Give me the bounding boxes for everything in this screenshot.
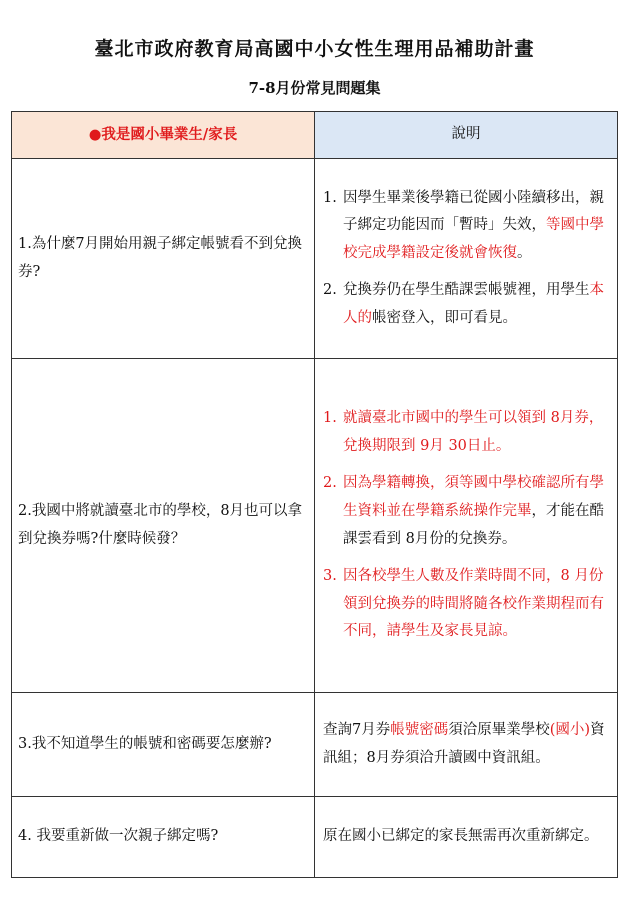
answer-text-segment: ，才能在酷課雲看到 8月份的兌換券。: [343, 502, 604, 547]
answer-text: [343, 563, 609, 646]
question-cell: 4. 我要重新做一次親子綁定嗎?: [12, 797, 315, 878]
highlight-text: 就讀臺北市國中的學生可以領到 8月券，兌換期限到 9月 30日止。: [343, 410, 604, 454]
table-row: [12, 797, 618, 878]
answer-number: 2.: [323, 475, 337, 492]
highlight-text: 等國中學校完成學籍設定後就會恢復: [343, 217, 604, 261]
answer-cell: [315, 797, 618, 878]
answer-text: [343, 405, 609, 460]
answer-cell: [315, 359, 618, 693]
answer-text: [343, 185, 609, 268]
answer-list: [323, 185, 609, 333]
question-cell: 3.我不知道學生的帳號和密碼要怎麼辦?: [12, 693, 315, 797]
answer-text: [343, 470, 609, 553]
highlight-text: 本人的: [343, 282, 604, 326]
answer-text-segment: 原在國小已綁定的家長無需再次重新綁定。: [323, 828, 599, 845]
answer-item: [323, 563, 609, 646]
answer-list: [323, 823, 609, 851]
answer-text-segment: 帳密登入，即可看見。: [372, 309, 517, 326]
answer-text-segment: 須洽原畢業學校: [448, 721, 550, 738]
highlight-text: 帳號密碼: [390, 721, 449, 738]
answer-cell: [315, 159, 618, 359]
answer-text-segment: 查詢7月券: [323, 721, 391, 738]
answer-item: [323, 823, 609, 851]
column-header-explanation: 說明: [315, 112, 618, 159]
answer-item: [323, 185, 609, 268]
answer-number: 2.: [323, 282, 337, 299]
answer-text-segment: 因學生畢業後學籍已從國小陸續移出，親子綁定功能因而「暫時」失效，: [343, 189, 604, 234]
answer-text: [343, 277, 609, 332]
document-subtitle: 7-8月份常見問題集: [248, 79, 381, 97]
answer-number: 3.: [323, 568, 337, 585]
answer-item: [323, 277, 609, 332]
answer-list: [323, 405, 609, 645]
answer-text-segment: 資訊組；8月券須洽升讀國中資訊組。: [323, 721, 605, 766]
faq-table: [11, 111, 618, 878]
question-cell: 1.為什麼7月開始用親子綁定帳號看不到兌換券?: [12, 159, 315, 359]
table-row: [12, 359, 618, 693]
column-header-parent: ●我是國小畢業生/家長: [12, 112, 315, 159]
answer-item: [323, 405, 609, 460]
document-title: 臺北市政府教育局高國中小女性生理用品補助計畫: [94, 38, 535, 60]
table-row: [12, 693, 618, 797]
answer-list: [323, 717, 609, 772]
question-cell: 2.我國中將就讀臺北市的學校，8月也可以拿到兌換券嗎?什麼時候發？: [12, 359, 315, 693]
answer-text-segment: 兌換券仍在學生酷課雲帳號裡，用學生: [343, 282, 590, 299]
highlight-text: 因為學籍轉換，須等國中學校確認所有學生資料並在學籍系統操作完畢: [343, 475, 604, 519]
answer-item: [323, 470, 609, 553]
table-row: [12, 159, 618, 359]
answer-number: 1.: [323, 189, 337, 206]
answer-item: [323, 717, 609, 772]
answer-number: 1.: [323, 410, 337, 427]
table-header-row: [12, 112, 618, 159]
answer-text: [323, 717, 609, 772]
highlight-text: 因各校學生人數及作業時間不同，8 月份領到兌換券的時間將隨各校作業期程而有不同，請學生及家長見諒。: [343, 568, 604, 640]
answer-text: [323, 823, 609, 851]
answer-text-segment: 。: [517, 244, 532, 261]
answer-cell: [315, 693, 618, 797]
highlight-text: (國小): [549, 721, 591, 738]
